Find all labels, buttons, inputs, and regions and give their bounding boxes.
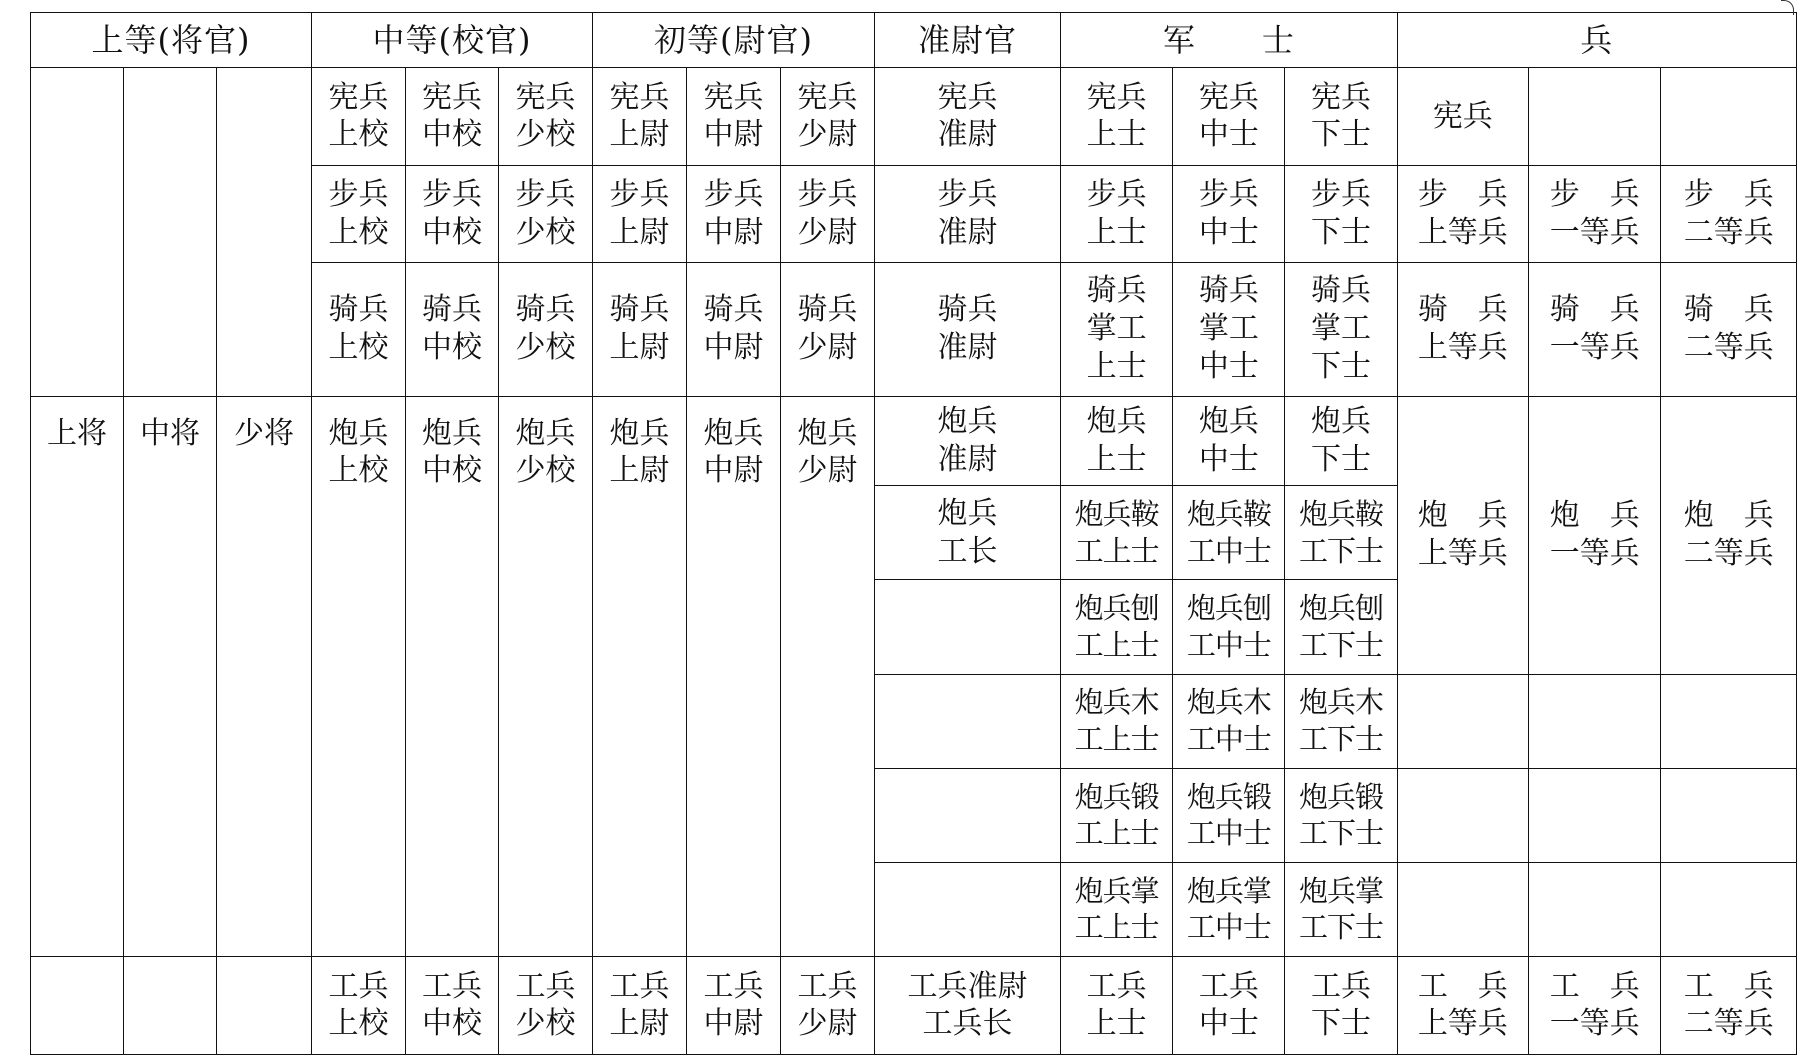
rank-cell: 宪兵 中尉 xyxy=(687,68,781,165)
empty-cell xyxy=(875,768,1061,862)
rank-cell: 骑兵 上校 xyxy=(312,262,406,396)
rank-cell: 骑 兵 一等兵 xyxy=(1529,262,1661,396)
empty-cell xyxy=(1529,768,1661,862)
rank-cell: 宪兵 下士 xyxy=(1285,68,1397,165)
rank-cell: 步兵 少尉 xyxy=(781,165,875,262)
rank-cell: 步兵 少校 xyxy=(499,165,593,262)
header-nco: 军 士 xyxy=(1061,13,1398,68)
rank-cell: 骑兵 中校 xyxy=(406,262,499,396)
rank-cell: 步兵 上士 xyxy=(1061,165,1173,262)
rank-cell: 工兵 少尉 xyxy=(781,956,875,1054)
empty-cell xyxy=(123,68,216,396)
rank-cell: 步兵 中士 xyxy=(1173,165,1285,262)
rank-cell: 骑 兵 二等兵 xyxy=(1661,262,1797,396)
row-artillery xyxy=(31,396,1797,486)
rank-cell: 步 兵 上等兵 xyxy=(1397,165,1528,262)
lt-general-cell: 中将 xyxy=(123,396,216,956)
rank-cell: 炮兵鞍 工上士 xyxy=(1061,486,1173,580)
empty-cell xyxy=(1661,68,1797,165)
rank-cell: 炮兵 准尉 xyxy=(875,396,1061,486)
rank-cell: 步 兵 二等兵 xyxy=(1661,165,1797,262)
empty-cell xyxy=(31,956,124,1054)
page-corner-mark xyxy=(1781,0,1794,15)
header-soldiers: 兵 xyxy=(1397,13,1796,68)
rank-cell: 宪兵 准尉 xyxy=(875,68,1061,165)
rank-cell: 骑兵 掌工 下士 xyxy=(1285,262,1397,396)
rank-cell: 炮兵锻 工下士 xyxy=(1285,768,1397,862)
rank-cell: 骑 兵 上等兵 xyxy=(1397,262,1528,396)
rank-cell: 宪兵 中校 xyxy=(406,68,499,165)
rank-cell: 骑兵 掌工 中士 xyxy=(1173,262,1285,396)
rank-cell: 骑兵 准尉 xyxy=(875,262,1061,396)
rank-cell: 炮兵 上校 xyxy=(312,396,406,956)
rank-cell: 炮兵 中尉 xyxy=(687,396,781,956)
rank-cell: 炮兵木 工下士 xyxy=(1285,674,1397,768)
empty-cell xyxy=(31,68,124,396)
rank-cell: 宪兵 中士 xyxy=(1173,68,1285,165)
rank-cell: 炮兵鞍 工中士 xyxy=(1173,486,1285,580)
rank-cell: 骑兵 上尉 xyxy=(593,262,687,396)
rank-cell: 步兵 准尉 xyxy=(875,165,1061,262)
general-cell: 上将 xyxy=(31,396,124,956)
empty-cell xyxy=(1661,768,1797,862)
rank-cell: 炮兵刨 工上士 xyxy=(1061,580,1173,674)
rank-cell: 炮兵木 工中士 xyxy=(1173,674,1285,768)
rank-cell: 炮兵 上士 xyxy=(1061,396,1173,486)
rank-cell: 炮 兵 上等兵 xyxy=(1397,396,1528,674)
empty-cell xyxy=(123,956,216,1054)
rank-cell: 宪兵 上士 xyxy=(1061,68,1173,165)
empty-cell xyxy=(1529,674,1661,768)
rank-cell: 工兵 上尉 xyxy=(593,956,687,1054)
rank-cell: 宪兵 xyxy=(1397,68,1528,165)
rank-cell: 炮兵 少校 xyxy=(499,396,593,956)
rank-cell: 炮兵木 工上士 xyxy=(1061,674,1173,768)
rank-cell: 骑兵 掌工 上士 xyxy=(1061,262,1173,396)
header-upper-generals: 上等(将官) xyxy=(31,13,312,68)
row-military-police xyxy=(31,68,1797,165)
rank-cell: 炮兵 少尉 xyxy=(781,396,875,956)
rank-cell: 步兵 上尉 xyxy=(593,165,687,262)
header-junior-officers: 初等(尉官) xyxy=(593,13,875,68)
rank-cell: 宪兵 少尉 xyxy=(781,68,875,165)
rank-cell: 步兵 上校 xyxy=(312,165,406,262)
rank-cell: 工兵 中尉 xyxy=(687,956,781,1054)
empty-cell xyxy=(1661,862,1797,956)
rank-cell: 工 兵 二等兵 xyxy=(1661,956,1797,1054)
empty-cell xyxy=(216,956,311,1054)
rank-cell: 工兵 上士 xyxy=(1061,956,1173,1054)
rank-cell: 步兵 中尉 xyxy=(687,165,781,262)
rank-cell: 炮兵 上尉 xyxy=(593,396,687,956)
rank-cell: 工兵 上校 xyxy=(312,956,406,1054)
rank-cell: 炮兵刨 工中士 xyxy=(1173,580,1285,674)
rank-cell: 工 兵 上等兵 xyxy=(1397,956,1528,1054)
empty-cell xyxy=(1529,68,1661,165)
header-middle-field-officers: 中等(校官) xyxy=(312,13,593,68)
empty-cell xyxy=(875,862,1061,956)
empty-cell xyxy=(216,68,311,396)
empty-cell xyxy=(1397,862,1528,956)
rank-cell: 炮兵掌 工下士 xyxy=(1285,862,1397,956)
rank-cell: 骑兵 少校 xyxy=(499,262,593,396)
rank-cell: 炮兵 下士 xyxy=(1285,396,1397,486)
rank-cell: 工兵 中校 xyxy=(406,956,499,1054)
rank-cell: 炮兵锻 工上士 xyxy=(1061,768,1173,862)
row-engineers xyxy=(31,956,1797,1054)
header-warrant-officers: 准尉官 xyxy=(875,13,1061,68)
rank-cell: 宪兵 上尉 xyxy=(593,68,687,165)
rank-cell: 炮兵 中士 xyxy=(1173,396,1285,486)
rank-cell: 炮兵掌 工中士 xyxy=(1173,862,1285,956)
rank-cell: 工兵 下士 xyxy=(1285,956,1397,1054)
rank-cell: 炮兵掌 工上士 xyxy=(1061,862,1173,956)
rank-cell: 工兵准尉 工兵长 xyxy=(875,956,1061,1054)
rank-cell: 宪兵 上校 xyxy=(312,68,406,165)
rank-cell: 炮 兵 二等兵 xyxy=(1661,396,1797,674)
rank-cell: 工兵 少校 xyxy=(499,956,593,1054)
rank-cell: 步兵 下士 xyxy=(1285,165,1397,262)
header-row xyxy=(31,13,1797,68)
rank-cell: 骑兵 中尉 xyxy=(687,262,781,396)
maj-general-cell: 少将 xyxy=(216,396,311,956)
rank-cell: 宪兵 少校 xyxy=(499,68,593,165)
rank-cell: 炮兵 工长 xyxy=(875,486,1061,580)
empty-cell xyxy=(1397,674,1528,768)
empty-cell xyxy=(1397,768,1528,862)
rank-cell: 骑兵 少尉 xyxy=(781,262,875,396)
rank-cell: 步兵 中校 xyxy=(406,165,499,262)
rank-cell: 炮兵锻 工中士 xyxy=(1173,768,1285,862)
rank-cell: 炮兵 中校 xyxy=(406,396,499,956)
rank-cell: 步 兵 一等兵 xyxy=(1529,165,1661,262)
empty-cell xyxy=(875,580,1061,674)
rank-cell: 工兵 中士 xyxy=(1173,956,1285,1054)
rank-cell: 炮 兵 一等兵 xyxy=(1529,396,1661,674)
rank-cell: 炮兵刨 工下士 xyxy=(1285,580,1397,674)
rank-cell: 工 兵 一等兵 xyxy=(1529,956,1661,1054)
empty-cell xyxy=(1529,862,1661,956)
empty-cell xyxy=(875,674,1061,768)
military-rank-table xyxy=(30,12,1797,1055)
empty-cell xyxy=(1661,674,1797,768)
rank-cell: 炮兵鞍 工下士 xyxy=(1285,486,1397,580)
